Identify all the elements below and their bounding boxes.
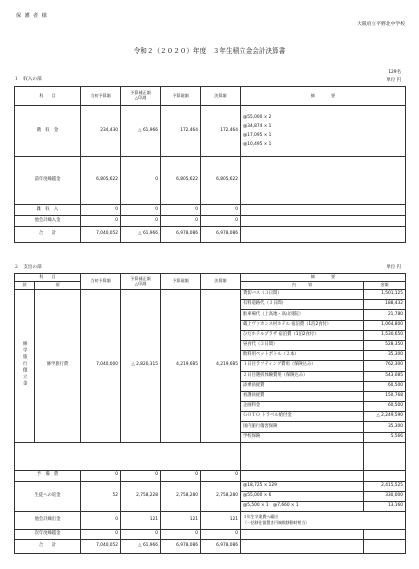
header-tekiyo: 摘 要 xyxy=(241,87,406,106)
row-notes xyxy=(241,511,406,529)
header-kan: 款 xyxy=(15,282,35,290)
row-adjust: 0 xyxy=(121,216,161,227)
row-current: 6,978,086 xyxy=(161,227,201,243)
row-notes-amount xyxy=(364,470,406,481)
table-row xyxy=(15,511,406,529)
row-settled: 121 xyxy=(201,511,241,529)
detail-item: 駐車場代（上高地・高山別院） xyxy=(241,310,364,320)
row-label: 生徒への返金 xyxy=(15,481,81,511)
detail-item: 企画料金 xyxy=(241,402,364,412)
row-current: 2,758,280 xyxy=(161,481,201,511)
table-row xyxy=(15,106,406,157)
row-settled: 6,978,086 xyxy=(201,227,241,243)
row-adjust: △ 61,966 xyxy=(121,227,161,243)
row-label: 合 計 xyxy=(15,227,81,243)
detail-item: 貸切バス（３日間） xyxy=(241,290,364,300)
row-budget: 7,040,052 xyxy=(81,539,121,553)
row-budget: 0 xyxy=(81,216,121,227)
row-adjust: △ 61,966 xyxy=(121,539,161,553)
row-current: 0 xyxy=(161,470,201,481)
header-settled: 決算額 xyxy=(201,274,241,290)
row-adjust: 121 xyxy=(121,511,161,529)
main-settled: 4,219,685 xyxy=(201,290,241,443)
row-adjust: 0 xyxy=(121,157,161,205)
detail-item: ＧＯＴＯ トラベル給付金 xyxy=(241,412,364,422)
table-row xyxy=(15,216,406,227)
row-notes xyxy=(241,205,406,216)
row-budget: 7,040,052 xyxy=(81,227,121,243)
note-line: @10,495 × 1 xyxy=(243,142,272,147)
detail-amount: 1,530,650 xyxy=(364,330,406,340)
detail-item: 有料道路代（３日間） xyxy=(241,300,364,310)
row-label: 徴 収 金 xyxy=(15,106,81,157)
row-budget: 0 xyxy=(81,205,121,216)
row-notes-amount xyxy=(364,539,406,553)
detail-amount: 543,085 xyxy=(364,371,406,381)
detail-item: １日目ラフティング費用（保険込み） xyxy=(241,361,364,371)
detail-amount: 150,768 xyxy=(364,391,406,401)
refund-item: @55,000 × 6 xyxy=(241,491,364,501)
row-settled: 2,758,280 xyxy=(201,481,241,511)
section1-unit: 単位 円 xyxy=(386,78,401,83)
table-row-total xyxy=(15,539,406,553)
school-name: 大阪府立平野北中学校 xyxy=(357,22,405,27)
row-current: 121 xyxy=(161,511,201,529)
row-current: 172,464 xyxy=(161,106,201,157)
kan-label xyxy=(15,290,35,443)
row-label: 予 備 費 xyxy=(15,470,81,481)
row-budget: 0 xyxy=(81,529,121,539)
row-label: 合 計 xyxy=(15,539,81,553)
detail-amount: △ 2,249,590 xyxy=(364,412,406,422)
header-budget: 当初予算額 xyxy=(81,274,121,290)
row-label: 他会計繰出金 xyxy=(15,511,81,529)
note-line: ３年生卒業費へ繰出 xyxy=(243,514,279,520)
row-notes xyxy=(241,216,406,227)
detail-item: 添乗員経費 xyxy=(241,381,364,391)
detail-item: 看護員経費 xyxy=(241,391,364,401)
row-notes xyxy=(241,470,364,481)
row-budget: 52 xyxy=(81,481,121,511)
row-notes-amount xyxy=(364,529,406,539)
row-budget: 0 xyxy=(81,470,121,481)
detail-amount: 35,300 xyxy=(364,351,406,361)
document-title: 令和２（２０２０）年度 ３年生積立金会計決算書 xyxy=(133,47,286,55)
table-row xyxy=(15,481,406,491)
row-settled: 6,978,086 xyxy=(201,539,241,553)
row-budget: 234,430 xyxy=(81,106,121,157)
row-notes xyxy=(241,157,406,205)
section1-heading: １ 収入の部 xyxy=(14,77,42,82)
row-label: 雑 収 入 xyxy=(15,205,81,216)
row-current: 6,805,622 xyxy=(161,157,201,205)
table-row xyxy=(15,205,406,216)
header-kou: 項 xyxy=(35,282,81,290)
header-kamoku: 科 目 xyxy=(15,87,81,106)
row-adjust: 0 xyxy=(121,529,161,539)
note-line: （一括移住据置き円端数移動時相当） xyxy=(243,520,310,526)
detail-item: ひだホテルプラザ 宿泊費（1泊2食付） xyxy=(241,330,364,340)
row-notes xyxy=(241,529,364,539)
row-settled: 0 xyxy=(201,529,241,539)
row-settled: 0 xyxy=(201,205,241,216)
detail-amount: 188,432 xyxy=(364,300,406,310)
main-current: 4,219,685 xyxy=(161,290,201,443)
row-current: 0 xyxy=(161,205,201,216)
refund-amount: 2,415,525 xyxy=(364,481,406,491)
table-row-total xyxy=(15,227,406,243)
detail-item: 蔵上ヴァカンス村ホテル 宿泊費（1泊2食付） xyxy=(241,320,364,330)
header-adjust: 予算補正額 △印減 xyxy=(121,87,161,106)
table-row xyxy=(15,157,406,205)
table-row xyxy=(15,529,406,539)
row-settled: 6,805,622 xyxy=(201,157,241,205)
main-adjust: △ 2,820,315 xyxy=(121,290,161,443)
row-label: 前年度繰越金 xyxy=(15,157,81,205)
detail-item: 飲料用ペットボトル（２本） xyxy=(241,351,364,361)
row-current: 0 xyxy=(161,529,201,539)
row-notes xyxy=(241,539,364,553)
detail-amount: 60,500 xyxy=(364,402,406,412)
row-label: 次年度繰越金 xyxy=(15,529,81,539)
detail-item: 昼食代（３日間） xyxy=(241,340,364,350)
row-notes xyxy=(241,106,406,157)
detail-amount: 60,500 xyxy=(364,381,406,391)
main-budget: 7,040,000 xyxy=(81,290,121,443)
header-kingaku: 金額 xyxy=(364,282,406,290)
kou-label: 修学旅行費 xyxy=(35,290,81,443)
table-row xyxy=(15,470,406,481)
detail-amount: 762,300 xyxy=(364,361,406,371)
row-current: 0 xyxy=(161,216,201,227)
header-settled: 決算額 xyxy=(201,87,241,106)
header-current: 予算現額 xyxy=(161,274,201,290)
header-tekiyo: 摘 要 xyxy=(241,274,406,282)
header-current: 予算現額 xyxy=(161,87,201,106)
detail-amount: 528,350 xyxy=(364,340,406,350)
detail-amount: 1,064,800 xyxy=(364,320,406,330)
row-adjust: 2,758,228 xyxy=(121,481,161,511)
row-adjust: 0 xyxy=(121,205,161,216)
row-settled: 0 xyxy=(201,470,241,481)
addressee: 保 護 者 様 xyxy=(16,13,48,19)
row-notes xyxy=(241,227,406,243)
income-table xyxy=(14,86,406,243)
expense-table xyxy=(14,273,406,554)
header-budget: 当初予算額 xyxy=(81,87,121,106)
row-label: 他会計繰入金 xyxy=(15,216,81,227)
detail-amount: 21,780 xyxy=(364,310,406,320)
row-settled: 172,464 xyxy=(201,106,241,157)
detail-amount: 35,300 xyxy=(364,422,406,432)
note-line: @17,095 × 1 xyxy=(243,133,272,138)
note-line: @34,874 × 1 xyxy=(243,124,272,129)
header-kamoku: 科 目 xyxy=(15,274,81,282)
row-budget: 0 xyxy=(81,511,121,529)
refund-amount: 330,000 xyxy=(364,491,406,501)
kan-label-text: 修学旅行積立金 xyxy=(22,341,28,388)
detail-item: ２日目選択体験費用（保険込み） xyxy=(241,371,364,381)
detail-item: 学校保険 xyxy=(241,432,364,442)
section2-heading: ２ 支出の部 xyxy=(14,265,42,270)
row-adjust: △ 61,966 xyxy=(121,106,161,157)
detail-amount: 5,566 xyxy=(364,432,406,442)
detail-amount: 1,501,125 xyxy=(364,290,406,300)
student-count: 129名 xyxy=(388,70,401,75)
refund-amount: 13,160 xyxy=(364,501,406,511)
header-naiyo: 内 容 xyxy=(241,282,364,290)
row-settled: 0 xyxy=(201,216,241,227)
refund-item: @18,725 × 129 xyxy=(241,481,364,491)
row-current: 6,978,086 xyxy=(161,539,201,553)
header-adjust: 予算補正額 △印減 xyxy=(121,274,161,290)
note-line: @55,000 × 2 xyxy=(243,115,272,120)
row-budget: 6,805,622 xyxy=(81,157,121,205)
detail-item: 国内旅行傷害保険 xyxy=(241,422,364,432)
row-adjust: 0 xyxy=(121,470,161,481)
section2-unit: 単位 円 xyxy=(386,265,401,270)
refund-item: @5,500 × 1 @7,660 × 1 xyxy=(241,501,364,511)
